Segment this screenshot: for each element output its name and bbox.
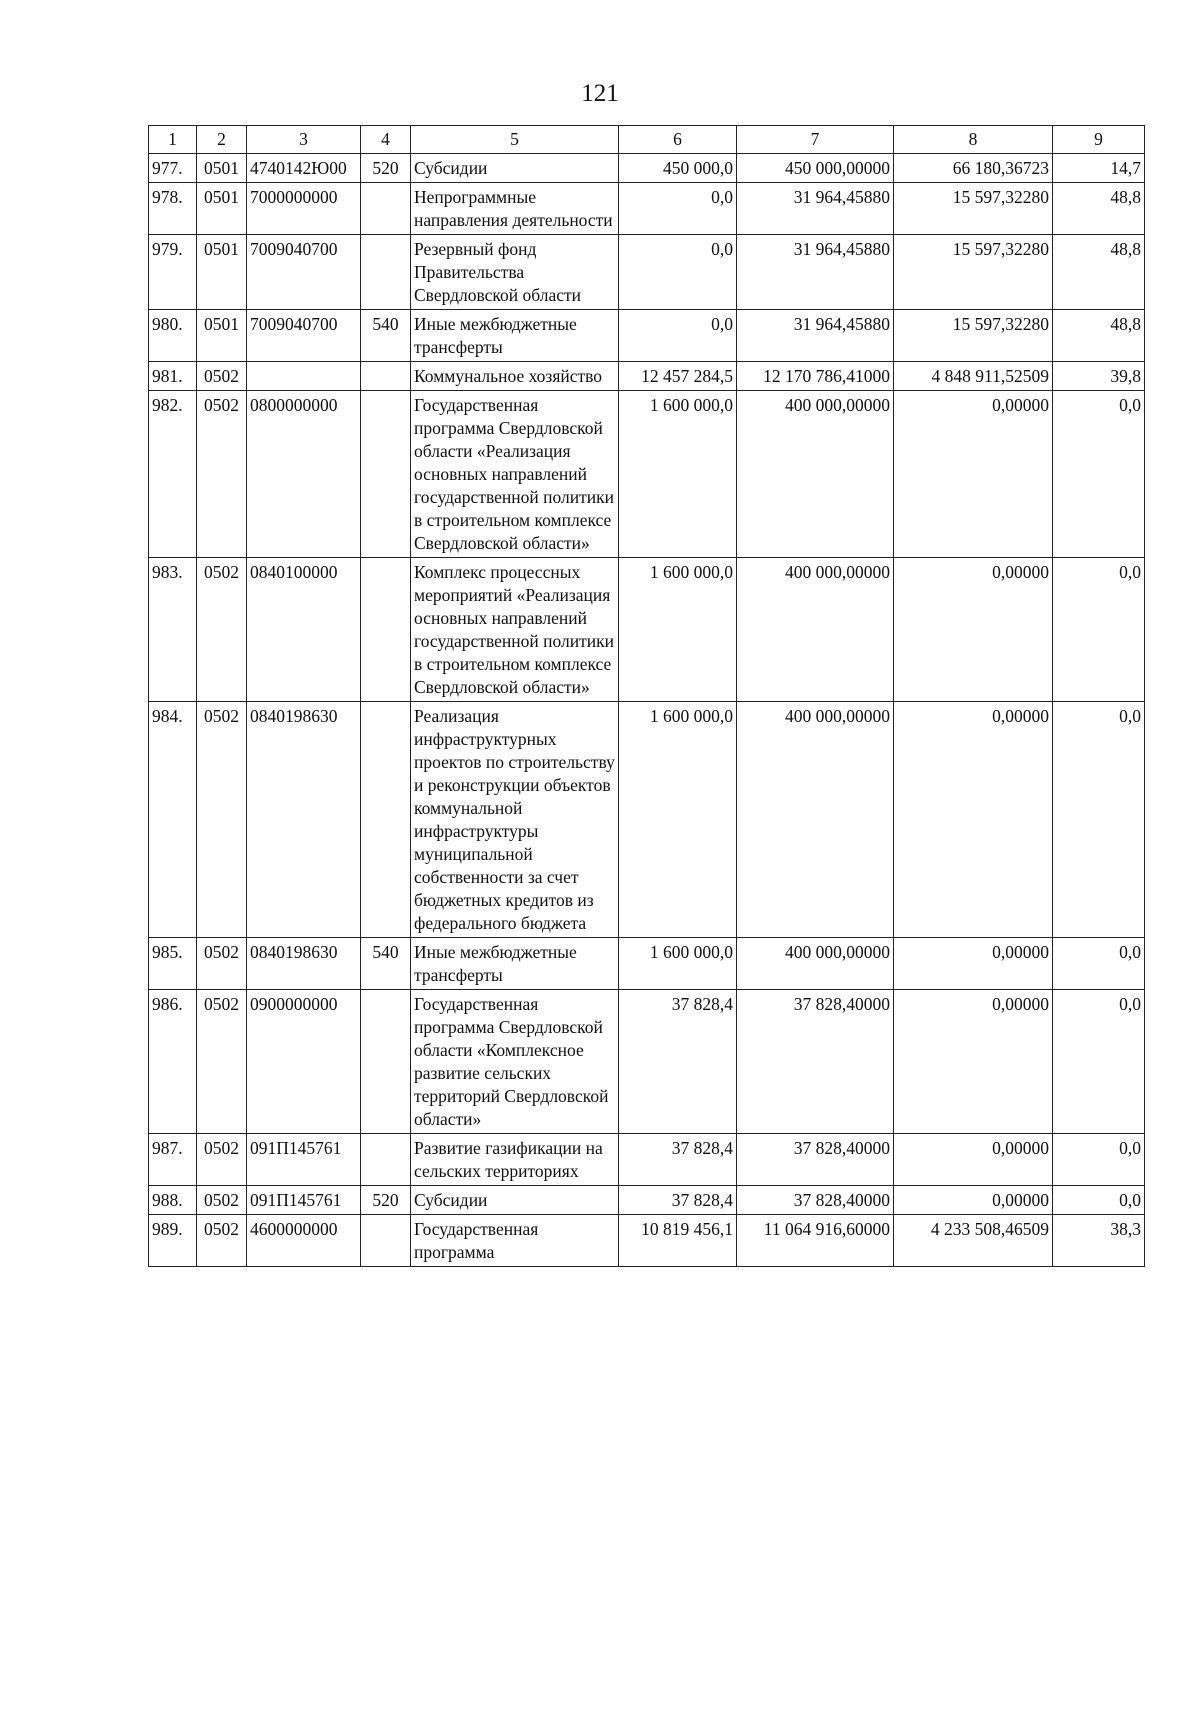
refined-amount-cell: 31 964,45880 bbox=[737, 310, 894, 362]
header-row bbox=[149, 126, 1145, 154]
target-article-cell: 4600000000 bbox=[247, 1215, 361, 1267]
section-code-cell: 0502 bbox=[197, 1186, 247, 1215]
table-row bbox=[149, 310, 1145, 362]
row-number-cell: 980. bbox=[149, 310, 197, 362]
table-row bbox=[149, 391, 1145, 558]
table-row bbox=[149, 235, 1145, 310]
section-code-cell: 0502 bbox=[197, 990, 247, 1134]
target-article-cell: 0840198630 bbox=[247, 702, 361, 938]
expense-type-cell: 520 bbox=[361, 154, 411, 183]
table-row bbox=[149, 938, 1145, 990]
expense-type-cell bbox=[361, 702, 411, 938]
section-code-cell: 0501 bbox=[197, 235, 247, 310]
executed-amount-cell: 4 233 508,46509 bbox=[894, 1215, 1053, 1267]
row-number-cell: 989. bbox=[149, 1215, 197, 1267]
expense-type-cell bbox=[361, 391, 411, 558]
execution-percent-cell: 0,0 bbox=[1053, 1134, 1145, 1186]
header-cell: 7 bbox=[737, 126, 894, 154]
table-row bbox=[149, 702, 1145, 938]
refined-amount-cell: 400 000,00000 bbox=[737, 702, 894, 938]
item-name-cell: Иные межбюджетные трансферты bbox=[411, 938, 619, 990]
executed-amount-cell: 0,00000 bbox=[894, 1134, 1053, 1186]
execution-percent-cell: 0,0 bbox=[1053, 391, 1145, 558]
item-name-cell: Развитие газификации на сельских территориях bbox=[411, 1134, 619, 1186]
header-cell: 5 bbox=[411, 126, 619, 154]
item-name-cell: Комплекс процессных мероприятий «Реализация основных направлений государственной политики в строительном комплексе Свердловской области» bbox=[411, 558, 619, 702]
executed-amount-cell: 0,00000 bbox=[894, 391, 1053, 558]
target-article-cell: 0840100000 bbox=[247, 558, 361, 702]
expense-type-cell bbox=[361, 235, 411, 310]
approved-amount-cell: 37 828,4 bbox=[619, 990, 737, 1134]
refined-amount-cell: 400 000,00000 bbox=[737, 391, 894, 558]
approved-amount-cell: 0,0 bbox=[619, 235, 737, 310]
expense-type-cell bbox=[361, 990, 411, 1134]
table-row bbox=[149, 1134, 1145, 1186]
execution-percent-cell: 0,0 bbox=[1053, 990, 1145, 1134]
header-cell: 6 bbox=[619, 126, 737, 154]
row-number-cell: 978. bbox=[149, 183, 197, 235]
budget-table bbox=[148, 125, 1145, 1267]
section-code-cell: 0502 bbox=[197, 362, 247, 391]
approved-amount-cell: 0,0 bbox=[619, 310, 737, 362]
executed-amount-cell: 0,00000 bbox=[894, 990, 1053, 1134]
executed-amount-cell: 15 597,32280 bbox=[894, 183, 1053, 235]
execution-percent-cell: 39,8 bbox=[1053, 362, 1145, 391]
approved-amount-cell: 0,0 bbox=[619, 183, 737, 235]
executed-amount-cell: 66 180,36723 bbox=[894, 154, 1053, 183]
approved-amount-cell: 37 828,4 bbox=[619, 1134, 737, 1186]
table-row bbox=[149, 183, 1145, 235]
target-article-cell: 7009040700 bbox=[247, 235, 361, 310]
row-number-cell: 984. bbox=[149, 702, 197, 938]
target-article-cell: 091П145761 bbox=[247, 1186, 361, 1215]
approved-amount-cell: 1 600 000,0 bbox=[619, 558, 737, 702]
executed-amount-cell: 0,00000 bbox=[894, 558, 1053, 702]
item-name-cell: Непрограммные направления деятельности bbox=[411, 183, 619, 235]
target-article-cell: 0840198630 bbox=[247, 938, 361, 990]
refined-amount-cell: 12 170 786,41000 bbox=[737, 362, 894, 391]
section-code-cell: 0502 bbox=[197, 558, 247, 702]
execution-percent-cell: 14,7 bbox=[1053, 154, 1145, 183]
execution-percent-cell: 0,0 bbox=[1053, 1186, 1145, 1215]
execution-percent-cell: 0,0 bbox=[1053, 938, 1145, 990]
refined-amount-cell: 37 828,40000 bbox=[737, 990, 894, 1134]
item-name-cell: Иные межбюджетные трансферты bbox=[411, 310, 619, 362]
expense-type-cell bbox=[361, 183, 411, 235]
expense-type-cell: 540 bbox=[361, 310, 411, 362]
row-number-cell: 977. bbox=[149, 154, 197, 183]
table-row bbox=[149, 1186, 1145, 1215]
row-number-cell: 986. bbox=[149, 990, 197, 1134]
row-number-cell: 983. bbox=[149, 558, 197, 702]
header-cell: 2 bbox=[197, 126, 247, 154]
approved-amount-cell: 10 819 456,1 bbox=[619, 1215, 737, 1267]
item-name-cell: Реализация инфраструктурных проектов по строительству и реконструкции объектов коммунальной инфраструктуры муниципальной собственности за счет бюджетных кредитов из федерального бюджета bbox=[411, 702, 619, 938]
row-number-cell: 979. bbox=[149, 235, 197, 310]
refined-amount-cell: 11 064 916,60000 bbox=[737, 1215, 894, 1267]
approved-amount-cell: 1 600 000,0 bbox=[619, 702, 737, 938]
row-number-cell: 981. bbox=[149, 362, 197, 391]
refined-amount-cell: 450 000,00000 bbox=[737, 154, 894, 183]
target-article-cell: 091П145761 bbox=[247, 1134, 361, 1186]
row-number-cell: 987. bbox=[149, 1134, 197, 1186]
section-code-cell: 0501 bbox=[197, 183, 247, 235]
row-number-cell: 982. bbox=[149, 391, 197, 558]
item-name-cell: Государственная программа Свердловской области «Комплексное развитие сельских территорий Свердловской области» bbox=[411, 990, 619, 1134]
row-number-cell: 985. bbox=[149, 938, 197, 990]
executed-amount-cell: 0,00000 bbox=[894, 702, 1053, 938]
refined-amount-cell: 37 828,40000 bbox=[737, 1134, 894, 1186]
target-article-cell bbox=[247, 362, 361, 391]
target-article-cell: 7000000000 bbox=[247, 183, 361, 235]
header-cell: 4 bbox=[361, 126, 411, 154]
table-row bbox=[149, 362, 1145, 391]
refined-amount-cell: 37 828,40000 bbox=[737, 1186, 894, 1215]
executed-amount-cell: 15 597,32280 bbox=[894, 310, 1053, 362]
item-name-cell: Коммунальное хозяйство bbox=[411, 362, 619, 391]
executed-amount-cell: 4 848 911,52509 bbox=[894, 362, 1053, 391]
approved-amount-cell: 1 600 000,0 bbox=[619, 938, 737, 990]
header-cell: 9 bbox=[1053, 126, 1145, 154]
target-article-cell: 0800000000 bbox=[247, 391, 361, 558]
execution-percent-cell: 48,8 bbox=[1053, 235, 1145, 310]
table-row bbox=[149, 154, 1145, 183]
table-row bbox=[149, 1215, 1145, 1267]
header-cell: 3 bbox=[247, 126, 361, 154]
execution-percent-cell: 38,3 bbox=[1053, 1215, 1145, 1267]
execution-percent-cell: 48,8 bbox=[1053, 310, 1145, 362]
header-cell: 8 bbox=[894, 126, 1053, 154]
section-code-cell: 0502 bbox=[197, 938, 247, 990]
table-row bbox=[149, 558, 1145, 702]
executed-amount-cell: 0,00000 bbox=[894, 1186, 1053, 1215]
refined-amount-cell: 400 000,00000 bbox=[737, 558, 894, 702]
section-code-cell: 0502 bbox=[197, 391, 247, 558]
section-code-cell: 0502 bbox=[197, 1134, 247, 1186]
execution-percent-cell: 0,0 bbox=[1053, 558, 1145, 702]
execution-percent-cell: 0,0 bbox=[1053, 702, 1145, 938]
target-article-cell: 4740142Ю00 bbox=[247, 154, 361, 183]
item-name-cell: Государственная программа Свердловской области «Реализация основных направлений государственной политики в строительном комплексе Свердловской области» bbox=[411, 391, 619, 558]
refined-amount-cell: 31 964,45880 bbox=[737, 235, 894, 310]
executed-amount-cell: 15 597,32280 bbox=[894, 235, 1053, 310]
execution-percent-cell: 48,8 bbox=[1053, 183, 1145, 235]
section-code-cell: 0502 bbox=[197, 702, 247, 938]
item-name-cell: Субсидии bbox=[411, 1186, 619, 1215]
refined-amount-cell: 400 000,00000 bbox=[737, 938, 894, 990]
item-name-cell: Субсидии bbox=[411, 154, 619, 183]
item-name-cell: Резервный фонд Правительства Свердловской области bbox=[411, 235, 619, 310]
approved-amount-cell: 450 000,0 bbox=[619, 154, 737, 183]
target-article-cell: 7009040700 bbox=[247, 310, 361, 362]
header-cell: 1 bbox=[149, 126, 197, 154]
approved-amount-cell: 1 600 000,0 bbox=[619, 391, 737, 558]
executed-amount-cell: 0,00000 bbox=[894, 938, 1053, 990]
approved-amount-cell: 37 828,4 bbox=[619, 1186, 737, 1215]
expense-type-cell bbox=[361, 1215, 411, 1267]
target-article-cell: 0900000000 bbox=[247, 990, 361, 1134]
expense-type-cell bbox=[361, 558, 411, 702]
item-name-cell: Государственная программа bbox=[411, 1215, 619, 1267]
row-number-cell: 988. bbox=[149, 1186, 197, 1215]
expense-type-cell bbox=[361, 1134, 411, 1186]
refined-amount-cell: 31 964,45880 bbox=[737, 183, 894, 235]
expense-type-cell bbox=[361, 362, 411, 391]
section-code-cell: 0502 bbox=[197, 1215, 247, 1267]
expense-type-cell: 520 bbox=[361, 1186, 411, 1215]
table-row bbox=[149, 990, 1145, 1134]
expense-type-cell: 540 bbox=[361, 938, 411, 990]
section-code-cell: 0501 bbox=[197, 154, 247, 183]
section-code-cell: 0501 bbox=[197, 310, 247, 362]
approved-amount-cell: 12 457 284,5 bbox=[619, 362, 737, 391]
page-number: 121 bbox=[581, 80, 619, 107]
